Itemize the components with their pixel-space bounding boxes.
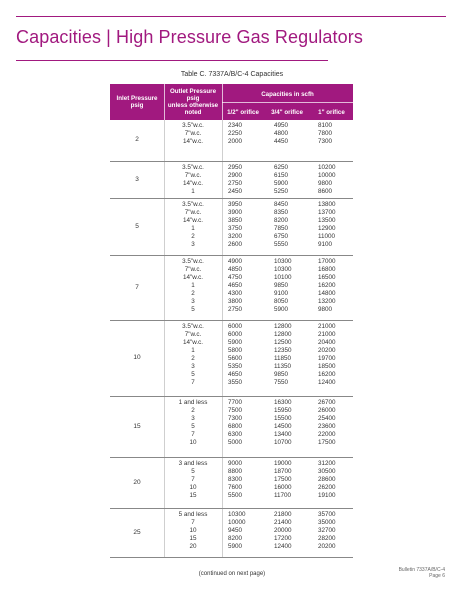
one-inch-orifice-header: 1" orifice bbox=[318, 109, 345, 116]
three-quarter-orifice-column bbox=[274, 201, 314, 249]
outlet-pressure-cell: 14"w.c. bbox=[182, 217, 204, 224]
outlet-pressure-cell: 3.5"w.c. bbox=[182, 201, 204, 208]
half-orifice-cell: 4650 bbox=[228, 282, 243, 289]
half-orifice-cell: 6800 bbox=[228, 423, 243, 430]
one-inch-orifice-cell: 12900 bbox=[318, 225, 336, 232]
column-divider bbox=[222, 397, 223, 457]
three-quarter-orifice-column bbox=[274, 460, 314, 500]
three-quarter-orifice-cell: 11350 bbox=[274, 363, 292, 370]
one-inch-orifice-cell: 26700 bbox=[318, 399, 336, 406]
half-orifice-cell: 4300 bbox=[228, 290, 243, 297]
one-inch-orifice-cell: 19100 bbox=[318, 492, 336, 499]
three-quarter-orifice-cell: 7550 bbox=[274, 379, 289, 386]
column-divider bbox=[164, 397, 165, 457]
half-orifice-cell: 3200 bbox=[228, 233, 243, 240]
half-orifice-cell: 3800 bbox=[228, 298, 243, 305]
half-orifice-cell: 6000 bbox=[228, 323, 243, 330]
three-quarter-orifice-column bbox=[274, 511, 314, 551]
one-inch-orifice-cell: 16200 bbox=[318, 282, 336, 289]
outlet-pressure-cell: 14"w.c. bbox=[182, 274, 204, 281]
inlet-pressure-cell: 25 bbox=[133, 528, 141, 536]
half-orifice-cell: 2750 bbox=[228, 180, 243, 187]
outlet-pressure-cell: 3 bbox=[191, 363, 195, 370]
half-orifice-cell: 4650 bbox=[228, 371, 243, 378]
half-orifice-cell: 5500 bbox=[228, 492, 243, 499]
one-inch-orifice-cell: 10000 bbox=[318, 172, 336, 179]
half-orifice-cell: 8200 bbox=[228, 535, 243, 542]
one-inch-orifice-cell: 28600 bbox=[318, 476, 336, 483]
three-quarter-orifice-cell: 17500 bbox=[274, 476, 292, 483]
one-inch-orifice-cell: 16200 bbox=[318, 371, 336, 378]
half-orifice-column bbox=[228, 201, 268, 249]
one-inch-orifice-column bbox=[318, 164, 353, 196]
column-divider bbox=[164, 321, 165, 396]
outlet-pressure-cell: 10 bbox=[189, 527, 197, 534]
three-quarter-orifice-cell: 4950 bbox=[274, 122, 289, 129]
outlet-header-line2: psig bbox=[186, 95, 200, 102]
capacities-table bbox=[110, 84, 353, 558]
one-inch-orifice-cell: 19700 bbox=[318, 355, 336, 362]
outlet-pressure-column bbox=[164, 460, 222, 500]
column-divider bbox=[164, 162, 165, 198]
one-inch-orifice-cell: 25400 bbox=[318, 415, 336, 422]
outlet-pressure-column bbox=[164, 201, 222, 249]
outlet-pressure-cell: 5 bbox=[191, 468, 195, 475]
inlet-pressure-cell: 20 bbox=[133, 478, 141, 486]
three-quarter-orifice-cell: 7850 bbox=[274, 225, 289, 232]
three-quarter-orifice-cell: 16000 bbox=[274, 484, 292, 491]
header-divider bbox=[222, 102, 353, 103]
three-quarter-orifice-cell: 12500 bbox=[274, 339, 292, 346]
continued-note: (continued on next page) bbox=[198, 571, 266, 577]
half-orifice-cell: 4750 bbox=[228, 274, 243, 281]
outlet-pressure-cell: 7 bbox=[191, 476, 195, 483]
three-quarter-orifice-cell: 5900 bbox=[274, 306, 289, 313]
one-inch-orifice-cell: 23600 bbox=[318, 423, 336, 430]
half-orifice-cell: 2000 bbox=[228, 138, 243, 145]
inlet-pressure-cell: 2 bbox=[135, 136, 139, 143]
one-inch-orifice-cell: 32700 bbox=[318, 527, 336, 534]
half-orifice-cell: 5000 bbox=[228, 439, 243, 446]
outlet-pressure-cell: 1 bbox=[191, 188, 195, 195]
half-orifice-cell: 2340 bbox=[228, 122, 243, 129]
table-group bbox=[110, 120, 353, 162]
half-orifice-cell: 10000 bbox=[228, 519, 246, 526]
outlet-header-line4: noted bbox=[184, 109, 202, 116]
outlet-pressure-cell: 7 bbox=[191, 379, 195, 386]
one-inch-orifice-cell: 9100 bbox=[318, 241, 333, 248]
half-orifice-cell: 5350 bbox=[228, 363, 243, 370]
one-inch-orifice-cell: 20200 bbox=[318, 347, 336, 354]
half-orifice-cell: 8300 bbox=[228, 476, 243, 483]
half-orifice-cell: 3950 bbox=[228, 201, 243, 208]
one-inch-orifice-cell: 9800 bbox=[318, 180, 333, 187]
table-group bbox=[110, 162, 353, 199]
half-orifice-cell: 4850 bbox=[228, 266, 243, 273]
half-orifice-cell: 7600 bbox=[228, 484, 243, 491]
one-inch-orifice-cell: 8100 bbox=[318, 122, 333, 129]
outlet-pressure-cell: 5 and less bbox=[178, 511, 208, 518]
one-inch-orifice-cell: 21000 bbox=[318, 331, 336, 338]
column-divider bbox=[222, 458, 223, 508]
one-inch-orifice-cell: 8600 bbox=[318, 188, 333, 195]
half-orifice-cell: 5800 bbox=[228, 347, 243, 354]
half-orifice-cell: 5600 bbox=[228, 355, 243, 362]
outlet-pressure-cell: 7"w.c. bbox=[184, 172, 202, 179]
three-quarter-orifice-cell: 12800 bbox=[274, 323, 292, 330]
three-quarter-orifice-cell: 12800 bbox=[274, 331, 292, 338]
table-group bbox=[110, 321, 353, 397]
outlet-pressure-cell: 14"w.c. bbox=[182, 339, 204, 346]
half-orifice-cell: 5900 bbox=[228, 543, 243, 550]
outlet-pressure-cell: 14"w.c. bbox=[182, 180, 204, 187]
one-inch-orifice-cell: 17500 bbox=[318, 439, 336, 446]
three-quarter-orifice-cell: 12350 bbox=[274, 347, 292, 354]
three-quarter-orifice-cell: 13400 bbox=[274, 431, 292, 438]
three-quarter-orifice-cell: 9850 bbox=[274, 282, 289, 289]
half-orifice-cell: 3850 bbox=[228, 217, 243, 224]
outlet-pressure-column bbox=[164, 164, 222, 196]
bulletin-number: Bulletin 7337A/B/C-4 bbox=[398, 567, 445, 573]
half-orifice-cell: 7500 bbox=[228, 407, 243, 414]
half-orifice-cell: 3900 bbox=[228, 209, 243, 216]
outlet-pressure-cell: 3 bbox=[191, 241, 195, 248]
three-quarter-orifice-column bbox=[274, 258, 314, 314]
outlet-pressure-cell: 2 bbox=[191, 407, 195, 414]
column-divider bbox=[222, 199, 223, 255]
header-divider bbox=[164, 84, 165, 120]
table-group bbox=[110, 199, 353, 256]
one-inch-orifice-cell: 16500 bbox=[318, 274, 336, 281]
column-divider bbox=[222, 509, 223, 557]
half-orifice-column bbox=[228, 164, 268, 196]
one-inch-orifice-cell: 9800 bbox=[318, 306, 333, 313]
outlet-header-line3: unless otherwise bbox=[167, 102, 219, 109]
half-orifice-column bbox=[228, 258, 268, 314]
one-inch-orifice-cell: 17000 bbox=[318, 258, 336, 265]
inlet-pressure-cell: 15 bbox=[133, 422, 141, 430]
column-divider bbox=[222, 321, 223, 396]
one-inch-orifice-cell: 13700 bbox=[318, 209, 336, 216]
one-inch-orifice-column bbox=[318, 511, 353, 551]
column-divider bbox=[222, 120, 223, 161]
outlet-pressure-cell: 3.5"w.c. bbox=[182, 122, 204, 129]
outlet-header-line1: Outlet Pressure bbox=[169, 88, 217, 95]
half-orifice-cell: 7300 bbox=[228, 415, 243, 422]
one-inch-orifice-cell: 30500 bbox=[318, 468, 336, 475]
page-title: Capacities | High Pressure Gas Regulators bbox=[16, 27, 363, 47]
one-inch-orifice-cell: 35000 bbox=[318, 519, 336, 526]
one-inch-orifice-cell: 35700 bbox=[318, 511, 336, 518]
three-quarter-orifice-cell: 20000 bbox=[274, 527, 292, 534]
three-quarter-orifice-cell: 18700 bbox=[274, 468, 292, 475]
half-orifice-cell: 2950 bbox=[228, 164, 243, 171]
outlet-pressure-cell: 7"w.c. bbox=[184, 130, 202, 137]
top-rule bbox=[16, 16, 446, 17]
inlet-pressure-cell: 3 bbox=[135, 175, 139, 183]
one-inch-orifice-cell: 7800 bbox=[318, 130, 333, 137]
table-caption: Table C. 7337A/B/C-4 Capacities bbox=[180, 71, 284, 78]
one-inch-orifice-column bbox=[318, 201, 353, 249]
table-group bbox=[110, 397, 353, 458]
three-quarter-orifice-cell: 15500 bbox=[274, 415, 292, 422]
outlet-pressure-column bbox=[164, 511, 222, 551]
outlet-pressure-header bbox=[164, 88, 222, 116]
three-quarter-orifice-cell: 4800 bbox=[274, 130, 289, 137]
three-quarter-orifice-cell: 10300 bbox=[274, 258, 292, 265]
inlet-pressure-cell: 10 bbox=[133, 354, 141, 361]
inlet-pressure-cell: 5 bbox=[135, 222, 139, 230]
half-orifice-header: 1/2" orifice bbox=[227, 109, 259, 116]
three-quarter-orifice-cell: 15950 bbox=[274, 407, 292, 414]
three-quarter-orifice-cell: 10300 bbox=[274, 266, 292, 273]
three-quarter-orifice-cell: 14500 bbox=[274, 423, 292, 430]
inlet-pressure-header bbox=[110, 95, 164, 109]
one-inch-orifice-cell: 31200 bbox=[318, 460, 336, 467]
three-quarter-orifice-cell: 8350 bbox=[274, 209, 289, 216]
three-quarter-orifice-cell: 10100 bbox=[274, 274, 292, 281]
outlet-pressure-cell: 3 and less bbox=[178, 460, 208, 467]
half-orifice-cell: 2250 bbox=[228, 130, 243, 137]
one-inch-orifice-cell: 11000 bbox=[318, 233, 336, 240]
table-header bbox=[110, 84, 353, 120]
column-divider bbox=[164, 120, 165, 161]
three-quarter-orifice-cell: 8050 bbox=[274, 298, 289, 305]
outlet-pressure-cell: 5 bbox=[191, 423, 195, 430]
one-inch-orifice-cell: 21000 bbox=[318, 323, 336, 330]
outlet-pressure-cell: 1 bbox=[191, 225, 195, 232]
half-orifice-cell: 8800 bbox=[228, 468, 243, 475]
three-quarter-orifice-cell: 6250 bbox=[274, 164, 289, 171]
outlet-pressure-cell: 10 bbox=[189, 439, 197, 446]
outlet-pressure-cell: 1 bbox=[191, 282, 195, 289]
three-quarter-orifice-cell: 6150 bbox=[274, 172, 289, 179]
half-orifice-cell: 3550 bbox=[228, 379, 243, 386]
outlet-pressure-cell: 2 bbox=[191, 290, 195, 297]
one-inch-orifice-cell: 20200 bbox=[318, 543, 336, 550]
one-inch-orifice-cell: 20400 bbox=[318, 339, 336, 346]
three-quarter-orifice-cell: 16300 bbox=[274, 399, 292, 406]
half-orifice-column bbox=[228, 460, 268, 500]
three-quarter-orifice-cell: 21400 bbox=[274, 519, 292, 526]
three-quarter-orifice-cell: 10700 bbox=[274, 439, 292, 446]
outlet-pressure-cell: 1 and less bbox=[178, 399, 208, 406]
half-orifice-cell: 6000 bbox=[228, 331, 243, 338]
bulletin-info bbox=[399, 567, 445, 579]
outlet-pressure-cell: 7"w.c. bbox=[184, 331, 202, 338]
one-inch-orifice-cell: 22000 bbox=[318, 431, 336, 438]
half-orifice-cell: 2900 bbox=[228, 172, 243, 179]
outlet-pressure-cell: 15 bbox=[189, 492, 197, 499]
three-quarter-orifice-cell: 8200 bbox=[274, 217, 289, 224]
three-quarter-orifice-cell: 9850 bbox=[274, 371, 289, 378]
outlet-pressure-cell: 3.5"w.c. bbox=[182, 323, 204, 330]
outlet-pressure-cell: 5 bbox=[191, 306, 195, 313]
table-group bbox=[110, 458, 353, 509]
outlet-pressure-column bbox=[164, 258, 222, 314]
three-quarter-orifice-header: 3/4" orifice bbox=[271, 109, 303, 116]
outlet-pressure-cell: 3.5"w.c. bbox=[182, 258, 204, 265]
half-orifice-cell: 5900 bbox=[228, 339, 243, 346]
title-underline bbox=[16, 60, 328, 61]
one-inch-orifice-cell: 18500 bbox=[318, 363, 336, 370]
outlet-pressure-cell: 2 bbox=[191, 233, 195, 240]
three-quarter-orifice-cell: 5900 bbox=[274, 180, 289, 187]
three-quarter-orifice-cell: 5550 bbox=[274, 241, 289, 248]
outlet-pressure-column bbox=[164, 399, 222, 447]
outlet-pressure-cell: 3 bbox=[191, 298, 195, 305]
three-quarter-orifice-cell: 21800 bbox=[274, 511, 292, 518]
inlet-pressure-cell: 7 bbox=[135, 283, 139, 291]
column-divider bbox=[164, 509, 165, 557]
half-orifice-column bbox=[228, 122, 268, 146]
outlet-pressure-cell: 3.5"w.c. bbox=[182, 164, 204, 171]
outlet-pressure-cell: 5 bbox=[191, 371, 195, 378]
one-inch-orifice-cell: 26000 bbox=[318, 407, 336, 414]
column-divider bbox=[164, 256, 165, 320]
outlet-pressure-cell: 7"w.c. bbox=[184, 209, 202, 216]
one-inch-orifice-column bbox=[318, 460, 353, 500]
three-quarter-orifice-cell: 8450 bbox=[274, 201, 289, 208]
one-inch-orifice-cell: 16800 bbox=[318, 266, 336, 273]
three-quarter-orifice-cell: 9100 bbox=[274, 290, 289, 297]
one-inch-orifice-cell: 26200 bbox=[318, 484, 336, 491]
one-inch-orifice-column bbox=[318, 122, 353, 146]
half-orifice-cell: 10300 bbox=[228, 511, 246, 518]
column-divider bbox=[164, 199, 165, 255]
one-inch-orifice-cell: 13800 bbox=[318, 201, 336, 208]
outlet-pressure-cell: 1 bbox=[191, 347, 195, 354]
half-orifice-cell: 6300 bbox=[228, 431, 243, 438]
one-inch-orifice-cell: 10200 bbox=[318, 164, 336, 171]
half-orifice-cell: 7700 bbox=[228, 399, 243, 406]
half-orifice-cell: 2750 bbox=[228, 306, 243, 313]
one-inch-orifice-column bbox=[318, 399, 353, 447]
three-quarter-orifice-cell: 6750 bbox=[274, 233, 289, 240]
one-inch-orifice-cell: 12400 bbox=[318, 379, 336, 386]
half-orifice-cell: 2450 bbox=[228, 188, 243, 195]
outlet-pressure-column bbox=[164, 323, 222, 387]
one-inch-orifice-cell: 13200 bbox=[318, 298, 336, 305]
one-inch-orifice-column bbox=[318, 258, 353, 314]
capacities-header: Capacities in scfh bbox=[261, 91, 314, 98]
half-orifice-column bbox=[228, 511, 268, 551]
three-quarter-orifice-column bbox=[274, 399, 314, 447]
half-orifice-column bbox=[228, 323, 268, 387]
outlet-pressure-cell: 7 bbox=[191, 519, 195, 526]
half-orifice-cell: 2600 bbox=[228, 241, 243, 248]
outlet-pressure-cell: 20 bbox=[189, 543, 197, 550]
one-inch-orifice-column bbox=[318, 323, 353, 387]
inlet-header-line1: Inlet Pressure bbox=[116, 95, 158, 102]
three-quarter-orifice-cell: 4450 bbox=[274, 138, 289, 145]
half-orifice-cell: 4900 bbox=[228, 258, 243, 265]
table-group bbox=[110, 256, 353, 321]
column-divider bbox=[222, 256, 223, 320]
outlet-pressure-cell: 15 bbox=[189, 535, 197, 542]
column-divider bbox=[164, 458, 165, 508]
one-inch-orifice-cell: 7300 bbox=[318, 138, 333, 145]
three-quarter-orifice-column bbox=[274, 164, 314, 196]
outlet-pressure-cell: 3 bbox=[191, 415, 195, 422]
table-group bbox=[110, 509, 353, 558]
page-number: Page 6 bbox=[429, 573, 445, 579]
inlet-header-line2: psig bbox=[130, 102, 144, 109]
three-quarter-orifice-cell: 11850 bbox=[274, 355, 292, 362]
outlet-pressure-cell: 10 bbox=[189, 484, 197, 491]
half-orifice-cell: 9450 bbox=[228, 527, 243, 534]
three-quarter-orifice-cell: 5250 bbox=[274, 188, 289, 195]
one-inch-orifice-cell: 28200 bbox=[318, 535, 336, 542]
half-orifice-cell: 3750 bbox=[228, 225, 243, 232]
three-quarter-orifice-cell: 11700 bbox=[274, 492, 292, 499]
three-quarter-orifice-cell: 17200 bbox=[274, 535, 292, 542]
outlet-pressure-cell: 7 bbox=[191, 431, 195, 438]
three-quarter-orifice-column bbox=[274, 323, 314, 387]
half-orifice-column bbox=[228, 399, 268, 447]
three-quarter-orifice-cell: 19000 bbox=[274, 460, 292, 467]
outlet-pressure-cell: 2 bbox=[191, 355, 195, 362]
one-inch-orifice-cell: 14800 bbox=[318, 290, 336, 297]
three-quarter-orifice-cell: 12400 bbox=[274, 543, 292, 550]
outlet-pressure-cell: 7"w.c. bbox=[184, 266, 202, 273]
one-inch-orifice-cell: 13500 bbox=[318, 217, 336, 224]
three-quarter-orifice-column bbox=[274, 122, 314, 146]
column-divider bbox=[222, 162, 223, 198]
half-orifice-cell: 9000 bbox=[228, 460, 243, 467]
outlet-pressure-cell: 14"w.c. bbox=[182, 138, 204, 145]
outlet-pressure-column bbox=[164, 122, 222, 146]
